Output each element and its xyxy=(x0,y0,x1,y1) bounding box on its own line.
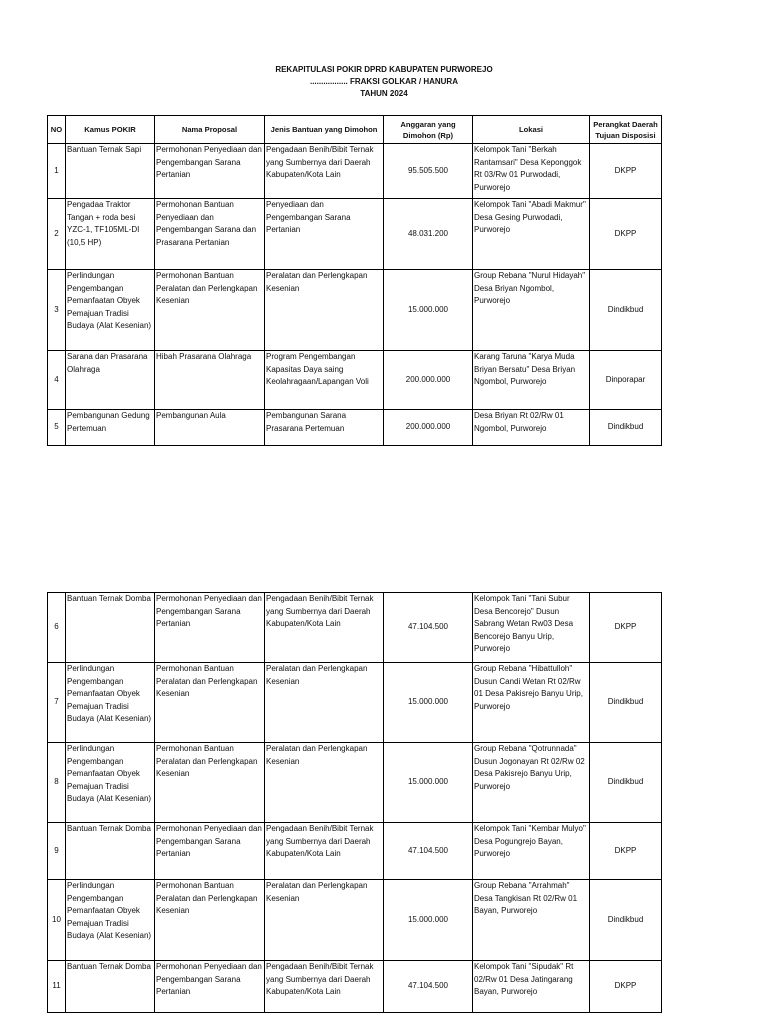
cell-perangkat: Dinporapar xyxy=(590,351,662,410)
cell-kamus: Sarana dan Prasarana Olahraga xyxy=(66,351,155,410)
table-row xyxy=(48,743,662,823)
table-row xyxy=(48,880,662,961)
column-header-jenis: Jenis Bantuan yang Dimohon xyxy=(265,116,384,144)
cell-anggaran: 15.000.000 xyxy=(384,663,473,743)
table-row xyxy=(48,410,662,446)
cell-lokasi: Kelompok Tani "Berkah Rantamsari" Desa Keponggok Rt 03/Rw 01 Purwodadi, Purworejo xyxy=(473,144,590,199)
cell-jenis: Peralatan dan Perlengkapan Kesenian xyxy=(265,663,384,743)
cell-kamus: Bantuan Ternak Domba xyxy=(66,593,155,663)
cell-lokasi: Kelompok Tani "Sipudak" Rt 02/Rw 01 Desa Jatingarang Bayan, Purworejo xyxy=(473,961,590,1013)
column-header-perangkat: Perangkat Daerah Tujuan Disposisi xyxy=(590,116,662,144)
cell-nama: Permohonan Penyediaan dan Pengembangan Sarana Pertanian xyxy=(155,961,265,1013)
cell-anggaran: 200.000.000 xyxy=(384,351,473,410)
cell-lokasi: Group Rebana "Hibattulloh" Dusun Candi Wetan Rt 02/Rw 01 Desa Pakisrejo Banyu Urip, Purworejo xyxy=(473,663,590,743)
cell-no: 4 xyxy=(48,351,66,410)
cell-lokasi: Group Rebana "Arrahmah" Desa Tangkisan Rt 02/Rw 01 Bayan, Purworejo xyxy=(473,880,590,961)
cell-no: 11 xyxy=(48,961,66,1013)
cell-nama: Pembangunan Aula xyxy=(155,410,265,446)
column-header-nama: Nama Proposal xyxy=(155,116,265,144)
cell-no: 7 xyxy=(48,663,66,743)
cell-no: 2 xyxy=(48,199,66,270)
pokir-table-page-1 xyxy=(47,115,662,446)
pokir-table-page-2 xyxy=(47,592,662,1013)
cell-nama: Permohonan Bantuan Peralatan dan Perlengkapan Kesenian xyxy=(155,270,265,351)
table-row xyxy=(48,351,662,410)
cell-lokasi: Desa Briyan Rt 02/Rw 01 Ngombol, Purworejo xyxy=(473,410,590,446)
cell-no: 9 xyxy=(48,823,66,880)
cell-kamus: Bantuan Ternak Domba xyxy=(66,823,155,880)
cell-lokasi: Kelompok Tani "Tani Subur Desa Bencorejo" Dusun Sabrang Wetan Rw03 Desa Bencorejo Banyu Urip, Purworejo xyxy=(473,593,590,663)
table-row xyxy=(48,663,662,743)
cell-no: 10 xyxy=(48,880,66,961)
cell-perangkat: Dindikbud xyxy=(590,880,662,961)
cell-anggaran: 95.505.500 xyxy=(384,144,473,199)
table-header-row xyxy=(48,116,662,144)
cell-perangkat: DKPP xyxy=(590,144,662,199)
cell-nama: Permohonan Penyediaan dan Pengembangan Sarana Pertanian xyxy=(155,823,265,880)
cell-jenis: Pengadaan Benih/Bibit Ternak yang Sumbernya dari Daerah Kabupaten/Kota Lain xyxy=(265,823,384,880)
cell-no: 1 xyxy=(48,144,66,199)
cell-anggaran: 48.031.200 xyxy=(384,199,473,270)
column-header-anggaran: Anggaran yang Dimohon (Rp) xyxy=(384,116,473,144)
cell-anggaran: 47.104.500 xyxy=(384,593,473,663)
cell-anggaran: 15.000.000 xyxy=(384,880,473,961)
cell-perangkat: DKPP xyxy=(590,823,662,880)
cell-anggaran: 47.104.500 xyxy=(384,961,473,1013)
table-row xyxy=(48,270,662,351)
cell-anggaran: 15.000.000 xyxy=(384,270,473,351)
cell-jenis: Penyediaan dan Pengembangan Sarana Pertanian xyxy=(265,199,384,270)
cell-lokasi: Group Rebana "Qotrunnada" Dusun Jogonayan Rt 02/Rw 02 Desa Pakisrejo Banyu Urip, Purworejo xyxy=(473,743,590,823)
cell-nama: Permohonan Penyediaan dan Pengembangan Sarana Pertanian xyxy=(155,593,265,663)
cell-perangkat: DKPP xyxy=(590,961,662,1013)
cell-nama: Permohonan Bantuan Peralatan dan Perlengkapan Kesenian xyxy=(155,880,265,961)
cell-kamus: Perlindungan Pengembangan Pemanfaatan Obyek Pemajuan Tradisi Budaya (Alat Kesenian) xyxy=(66,743,155,823)
cell-jenis: Pengadaan Benih/Bibit Ternak yang Sumbernya dari Daerah Kabupaten/Kota Lain xyxy=(265,961,384,1013)
column-header-no: NO xyxy=(48,116,66,144)
table-row xyxy=(48,199,662,270)
cell-kamus: Bantuan Ternak Sapi xyxy=(66,144,155,199)
cell-kamus: Perlindungan Pengembangan Pemanfaatan Obyek Pemajuan Tradisi Budaya (Alat Kesenian) xyxy=(66,270,155,351)
cell-nama: Hibah Prasarana Olahraga xyxy=(155,351,265,410)
document-year: TAHUN 2024 xyxy=(360,89,408,98)
document-subtitle: ................. FRAKSI GOLKAR / HANURA xyxy=(309,77,458,86)
column-header-lokasi: Lokasi xyxy=(473,116,590,144)
cell-nama: Permohonan Bantuan Penyediaan dan Pengembangan Sarana dan Prasarana Pertanian xyxy=(155,199,265,270)
document-title: REKAPITULASI POKIR DPRD KABUPATEN PURWOREJO xyxy=(275,65,493,74)
table-row xyxy=(48,961,662,1013)
cell-lokasi: Kelompok Tani "Abadi Makmur" Desa Gesing Purwodadi, Purworejo xyxy=(473,199,590,270)
cell-kamus: Perlindungan Pengembangan Pemanfaatan Obyek Pemajuan Tradisi Budaya (Alat Kesenian) xyxy=(66,880,155,961)
cell-kamus: Bantuan Ternak Domba xyxy=(66,961,155,1013)
cell-lokasi: Group Rebana "Nurul Hidayah" Desa Briyan Ngombol, Purworejo xyxy=(473,270,590,351)
cell-anggaran: 200.000.000 xyxy=(384,410,473,446)
cell-kamus: Pengadaa Traktor Tangan + roda besi YZC-1, TF105ML-DI (10,5 HP) xyxy=(66,199,155,270)
cell-nama: Permohonan Bantuan Peralatan dan Perlengkapan Kesenian xyxy=(155,743,265,823)
cell-perangkat: Dindikbud xyxy=(590,743,662,823)
cell-jenis: Peralatan dan Perlengkapan Kesenian xyxy=(265,880,384,961)
cell-no: 6 xyxy=(48,593,66,663)
cell-jenis: Peralatan dan Perlengkapan Kesenian xyxy=(265,270,384,351)
cell-kamus: Pembangunan Gedung Pertemuan xyxy=(66,410,155,446)
cell-perangkat: Dindikbud xyxy=(590,270,662,351)
cell-perangkat: DKPP xyxy=(590,593,662,663)
column-header-kamus: Kamus POKIR xyxy=(66,116,155,144)
cell-lokasi: Karang Taruna "Karya Muda Briyan Bersatu" Desa Briyan Ngombol, Purworejo xyxy=(473,351,590,410)
cell-nama: Permohonan Penyediaan dan Pengembangan Sarana Pertanian xyxy=(155,144,265,199)
cell-anggaran: 47.104.500 xyxy=(384,823,473,880)
cell-jenis: Pembangunan Sarana Prasarana Pertemuan xyxy=(265,410,384,446)
cell-perangkat: DKPP xyxy=(590,199,662,270)
table-row xyxy=(48,593,662,663)
cell-jenis: Pengadaan Benih/Bibit Ternak yang Sumbernya dari Daerah Kabupaten/Kota Lain xyxy=(265,144,384,199)
cell-anggaran: 15.000.000 xyxy=(384,743,473,823)
table-row xyxy=(48,144,662,199)
cell-kamus: Perlindungan Pengembangan Pemanfaatan Obyek Pemajuan Tradisi Budaya (Alat Kesenian) xyxy=(66,663,155,743)
cell-no: 3 xyxy=(48,270,66,351)
cell-lokasi: Kelompok Tani "Kembar Mulyo" Desa Pogungrejo Bayan, Purworejo xyxy=(473,823,590,880)
table-row xyxy=(48,823,662,880)
cell-jenis: Peralatan dan Perlengkapan Kesenian xyxy=(265,743,384,823)
cell-no: 8 xyxy=(48,743,66,823)
cell-no: 5 xyxy=(48,410,66,446)
cell-jenis: Program Pengembangan Kapasitas Daya saing Keolahragaan/Lapangan Voli xyxy=(265,351,384,410)
cell-nama: Permohonan Bantuan Peralatan dan Perlengkapan Kesenian xyxy=(155,663,265,743)
cell-perangkat: Dindikbud xyxy=(590,410,662,446)
cell-perangkat: Dindikbud xyxy=(590,663,662,743)
cell-jenis: Pengadaan Benih/Bibit Ternak yang Sumbernya dari Daerah Kabupaten/Kota Lain xyxy=(265,593,384,663)
